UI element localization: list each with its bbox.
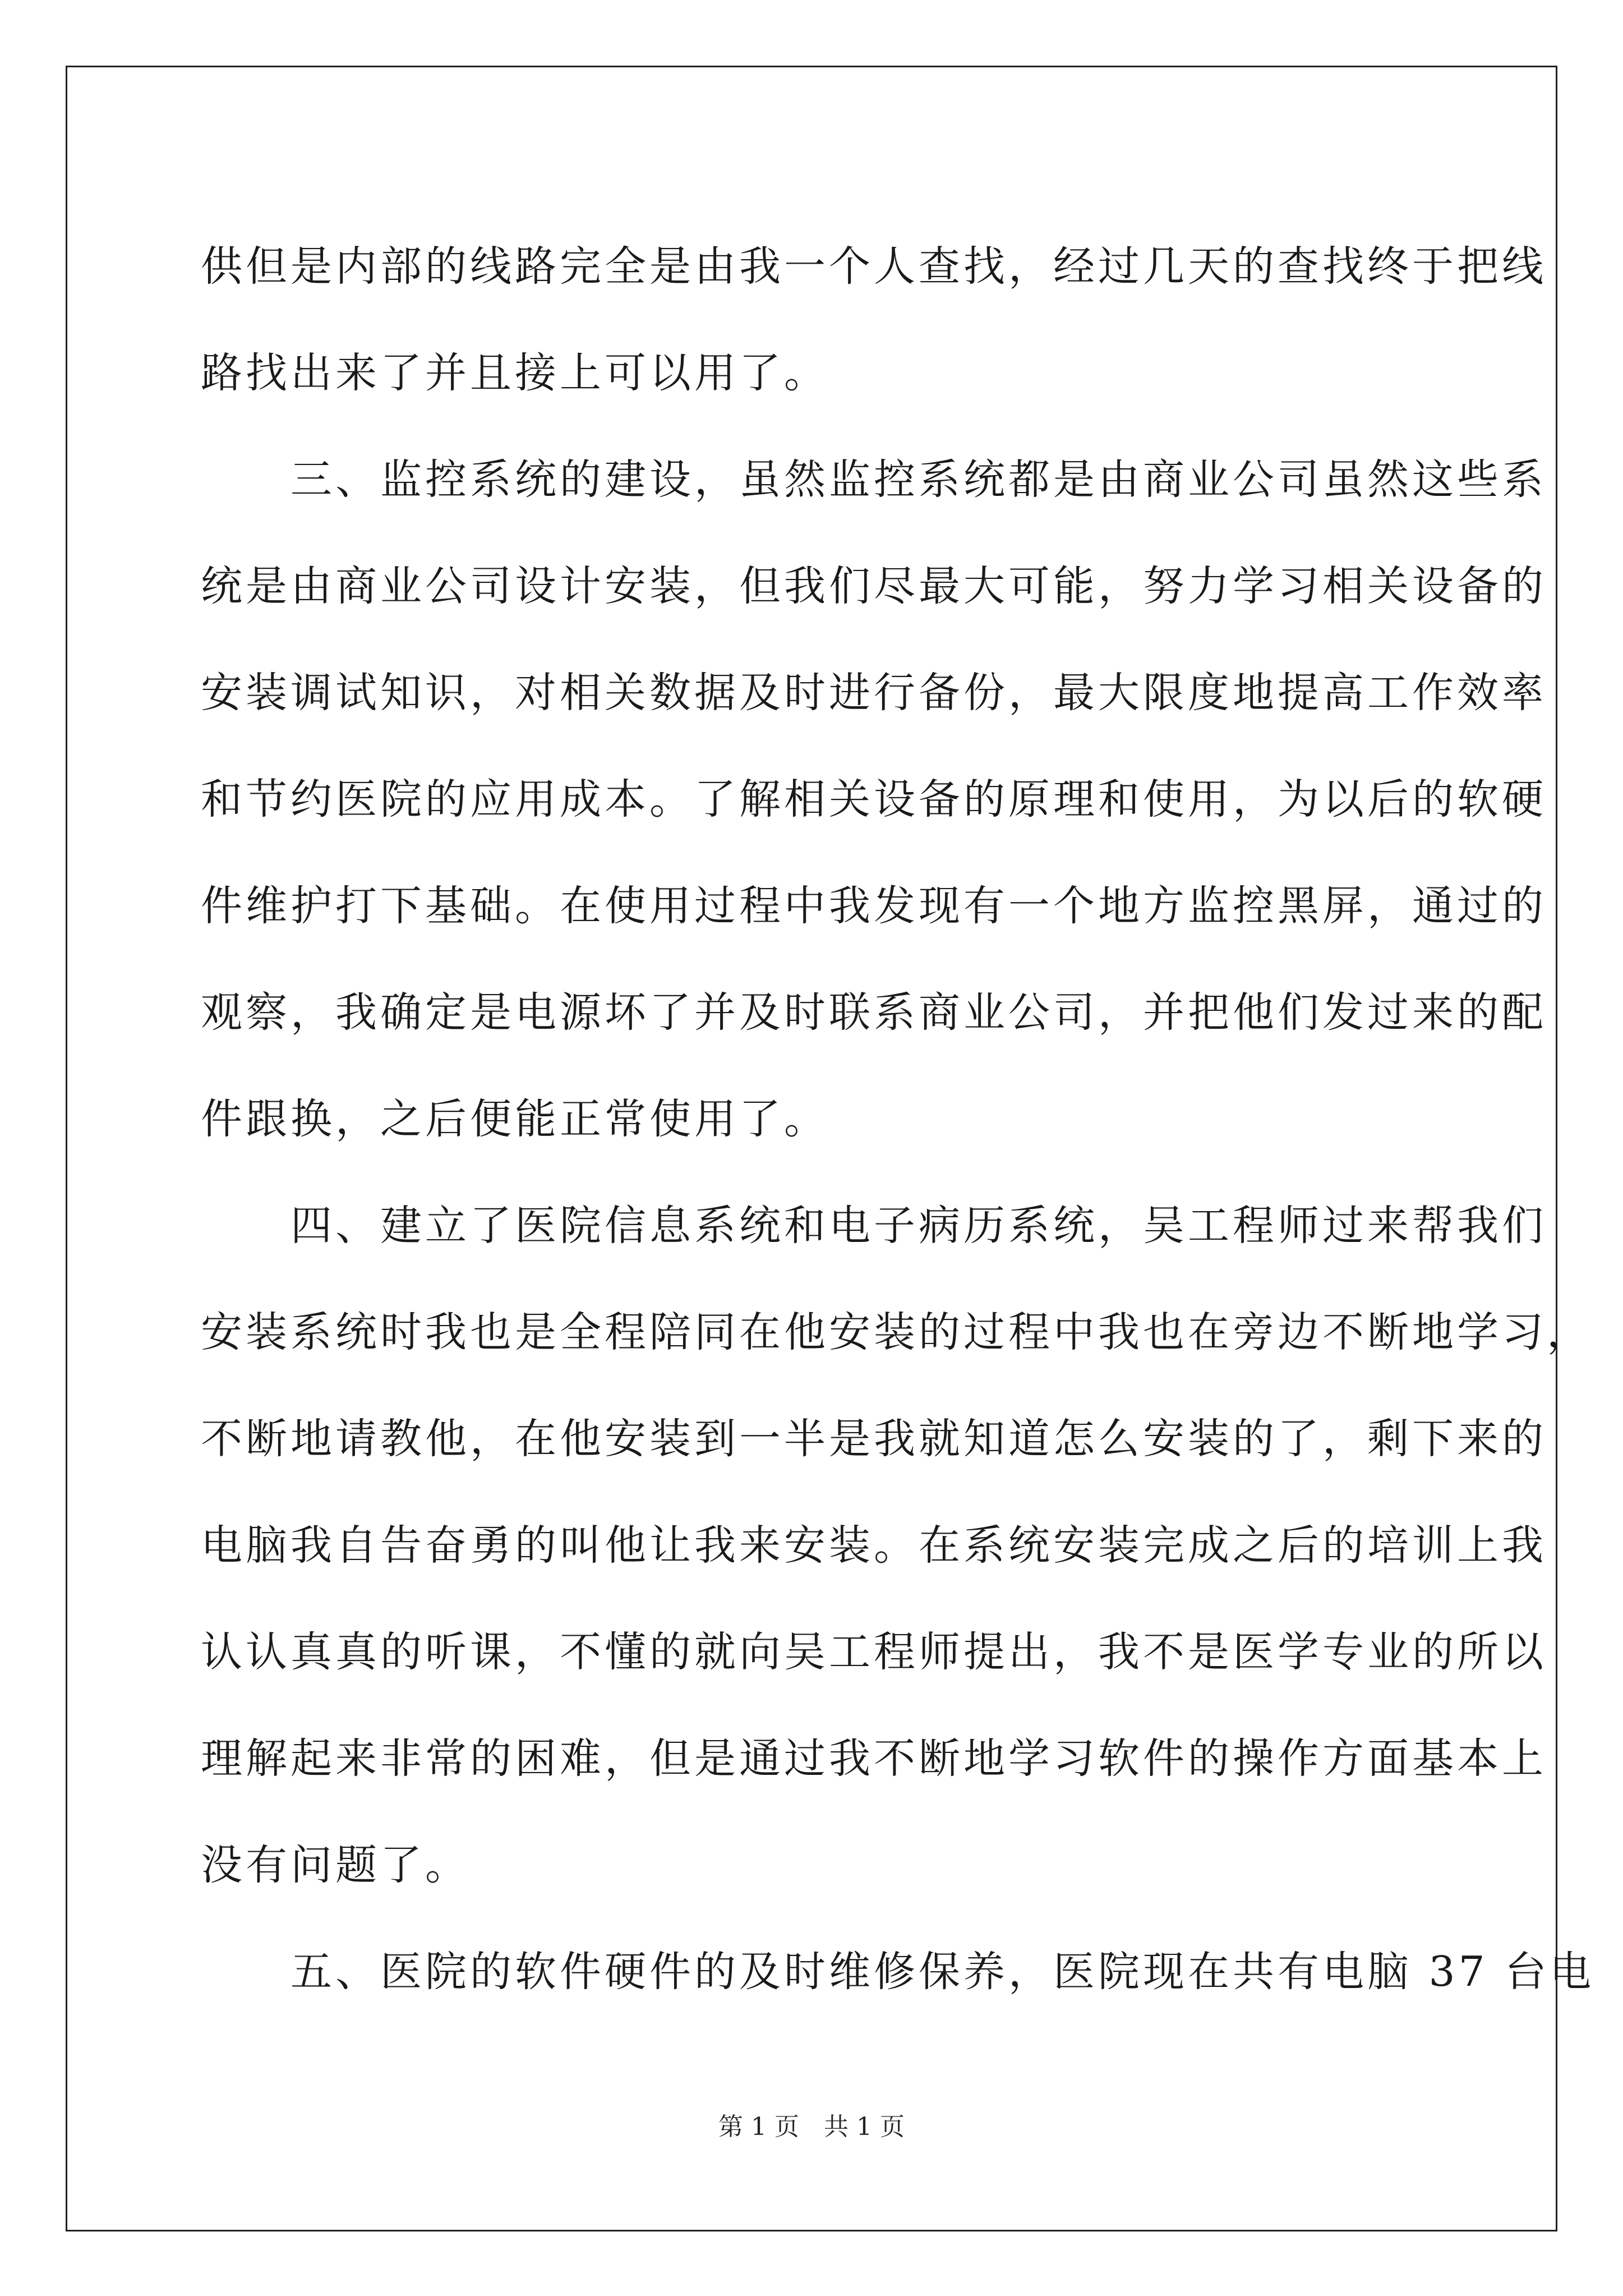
text-line: 五、医院的软件硬件的及时维修保养，医院现在共有电脑 37 台电 [201, 1948, 1595, 1996]
text-line: 件维护打下基础。在使用过程中我发现有一个地方监控黑屏，通过的 [201, 882, 1547, 930]
text-line: 供但是内部的线路完全是由我一个人查找，经过几天的查找终于把线 [201, 242, 1547, 291]
document-body [201, 213, 1595, 2025]
text-line: 安装系统时我也是全程陪同在他安装的过程中我也在旁边不断地学习， [201, 1308, 1592, 1356]
page-footer: 第 1 页 共 1 页 [718, 2113, 905, 2141]
text-line: 观察，我确定是电源坏了并及时联系商业公司，并把他们发过来的配 [201, 988, 1547, 1037]
text-line: 路找出来了并且接上可以用了。 [201, 349, 829, 397]
text-line: 安装调试知识，对相关数据及时进行备份，最大限度地提高工作效率 [201, 669, 1547, 717]
text-line: 和节约医院的应用成本。了解相关设备的原理和使用，为以后的软硬 [201, 775, 1547, 823]
text-line: 没有问题了。 [201, 1841, 470, 1889]
text-line: 件跟换，之后便能正常使用了。 [201, 1095, 829, 1143]
text-line: 认认真真的听课，不懂的就向吴工程师提出，我不是医学专业的所以 [201, 1628, 1547, 1676]
text-line: 不断地请教他，在他安装到一半是我就知道怎么安装的了，剩下来的 [201, 1415, 1547, 1463]
text-line: 统是由商业公司设计安装，但我们尽最大可能，努力学习相关设备的 [201, 562, 1547, 610]
text-line: 理解起来非常的困难，但是通过我不断地学习软件的操作方面基本上 [201, 1734, 1547, 1783]
text-line: 三、监控系统的建设，虽然监控系统都是由商业公司虽然这些系 [201, 455, 1547, 504]
text-line: 电脑我自告奋勇的叫他让我来安装。在系统安装完成之后的培训上我 [201, 1521, 1547, 1570]
text-line: 四、建立了医院信息系统和电子病历系统，吴工程师过来帮我们 [201, 1202, 1547, 1250]
